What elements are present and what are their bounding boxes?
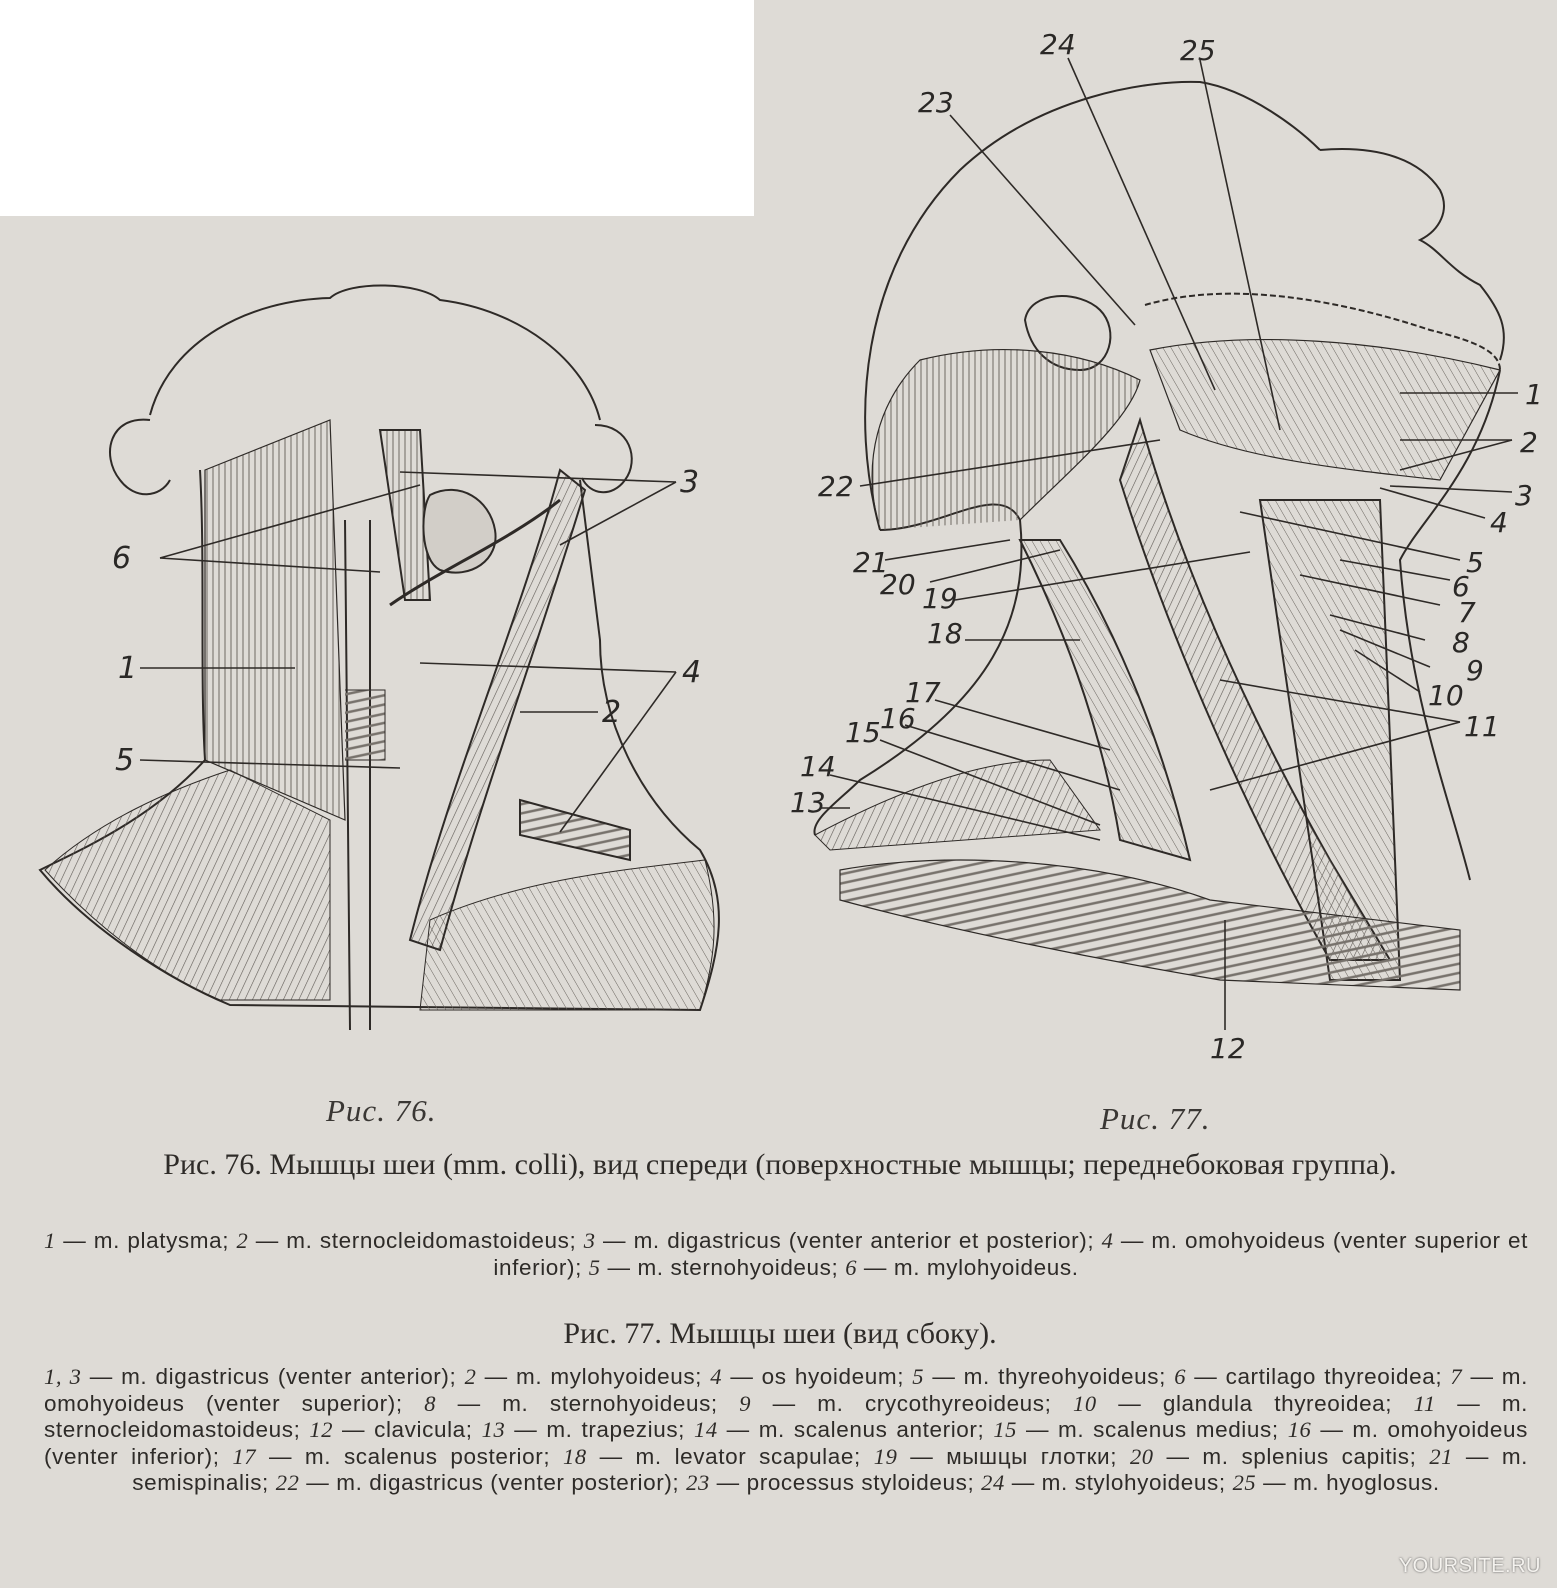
- legend-text: — m. stylohyoideus;: [1004, 1470, 1233, 1495]
- label-77-1: 1: [1525, 378, 1543, 411]
- legend-text: — m. omohyoideus (venter superior et inferior);: [493, 1228, 1528, 1280]
- legend-text: — m. mylohyoideus.: [857, 1254, 1079, 1280]
- legend-text: — m. digastricus (venter anterior et posterior);: [595, 1228, 1102, 1253]
- figure-77-title: Рис. 77. Мышцы шеи (вид сбоку).: [563, 1317, 997, 1350]
- legend-entry: [482, 1417, 694, 1442]
- label-77-17: 17: [905, 676, 941, 709]
- legend-number: 22: [275, 1470, 300, 1495]
- legend-text: — cartilago thyreoidea;: [1186, 1364, 1451, 1389]
- legend-entry: [309, 1417, 481, 1442]
- label-76-3: 3: [680, 465, 700, 500]
- legend-entry: [845, 1255, 1078, 1280]
- label-77-18: 18: [927, 617, 963, 650]
- legend-entry: [1174, 1364, 1450, 1389]
- legend-entry: [1130, 1444, 1429, 1469]
- legend-number: 3: [583, 1228, 596, 1253]
- legend-entry: [694, 1417, 993, 1442]
- legend-text: — clavicula;: [333, 1417, 482, 1442]
- legend-entry: [710, 1364, 912, 1389]
- figure-76-short-caption: Рис. 76.: [326, 1093, 437, 1128]
- legend-text: — m. omohyoideus (venter inferior);: [44, 1417, 1528, 1469]
- figure-76-drawing: [40, 285, 719, 1030]
- label-77-11: 11: [1464, 710, 1500, 743]
- label-77-4: 4: [1490, 506, 1508, 539]
- legend-number: 19: [873, 1443, 898, 1469]
- legend-number: 15: [993, 1417, 1018, 1442]
- label-76-6: 6: [112, 541, 132, 576]
- legend-entry: [874, 1444, 1130, 1469]
- legend-text: — m. mylohyoideus;: [476, 1364, 711, 1389]
- legend-text: — glandula thyreoidea;: [1096, 1390, 1414, 1416]
- legend-entry: [237, 1228, 584, 1253]
- legend-number: 1: [44, 1228, 56, 1253]
- legend-text: — m. digastricus (venter anterior);: [81, 1364, 465, 1389]
- label-76-5: 5: [115, 743, 135, 778]
- label-77-12: 12: [1210, 1032, 1246, 1065]
- legend-number: 9: [739, 1390, 752, 1416]
- legend-entry: [1073, 1391, 1414, 1416]
- legend-number: 5: [912, 1364, 925, 1389]
- label-77-3: 3: [1515, 479, 1533, 512]
- legend-number: 24: [981, 1470, 1005, 1495]
- legend-entry: [1233, 1470, 1440, 1495]
- label-77-16: 16: [880, 702, 916, 735]
- legend-number: 1, 3: [44, 1364, 82, 1389]
- legend-text: — мышцы глотки;: [897, 1443, 1130, 1469]
- legend-entry: [44, 1364, 465, 1389]
- legend-number: 6: [845, 1254, 858, 1280]
- label-76-1: 1: [118, 651, 138, 686]
- label-77-22: 22: [818, 470, 854, 503]
- figure-77-drawing: [814, 82, 1503, 990]
- label-77-6: 6: [1452, 570, 1470, 603]
- figure-77-short-caption: Рис. 77.: [1100, 1101, 1211, 1136]
- figure-76-title: Рис. 76. Мышцы шеи (mm. colli), вид спереди (поверхностные мышцы; переднебоковая группа).: [163, 1148, 1397, 1181]
- legend-number: 7: [1450, 1364, 1463, 1389]
- legend-text: — m. digastricus (venter posterior);: [299, 1470, 687, 1495]
- label-77-9: 9: [1466, 654, 1484, 687]
- legend-text: — m. omohyoideus (venter superior);: [44, 1364, 1529, 1416]
- legend-number: 25: [1232, 1470, 1257, 1495]
- label-77-19: 19: [922, 582, 958, 615]
- figure-76-legend: [44, 1228, 1528, 1281]
- legend-text: — m. thyreohyoideus;: [924, 1364, 1175, 1389]
- legend-entry: [993, 1417, 1287, 1442]
- legend-entry: [739, 1391, 1073, 1416]
- legend-text: — m. scalenus medius;: [1017, 1417, 1288, 1442]
- legend-text: — m. trapezius;: [505, 1417, 694, 1442]
- legend-text: — m. scalenus anterior;: [717, 1417, 994, 1442]
- legend-text: — m. sternohyoideus;: [436, 1390, 740, 1416]
- legend-entry: [424, 1391, 739, 1416]
- legend-text: — m. semispinalis;: [132, 1443, 1529, 1495]
- watermark: YOURSITE.RU: [1398, 1555, 1541, 1577]
- legend-entry: [232, 1444, 563, 1469]
- label-77-20: 20: [880, 568, 916, 601]
- legend-number: 12: [309, 1417, 334, 1442]
- legend-number: 2: [236, 1228, 249, 1253]
- legend-number: 23: [686, 1470, 710, 1495]
- legend-entry: [686, 1470, 981, 1495]
- legend-text: — m. hyoglosus.: [1256, 1470, 1440, 1495]
- legend-text: — m. sternocleidomastoideus;: [44, 1390, 1529, 1442]
- label-77-14: 14: [800, 750, 836, 783]
- figure-77-legend: [44, 1364, 1528, 1497]
- label-77-8: 8: [1452, 626, 1470, 659]
- label-77-15: 15: [845, 716, 881, 749]
- legend-entry: [912, 1364, 1174, 1389]
- legend-text: — m. levator scapulae;: [586, 1443, 874, 1469]
- label-77-13: 13: [790, 786, 826, 819]
- label-77-21: 21: [853, 546, 889, 579]
- legend-number: 4: [710, 1364, 723, 1389]
- label-77-5: 5: [1466, 546, 1484, 579]
- label-76-2: 2: [602, 695, 622, 730]
- legend-text: — processus styloideus;: [709, 1470, 982, 1495]
- legend-entry: [276, 1470, 686, 1495]
- legend-number: 5: [588, 1254, 601, 1280]
- legend-entry: [465, 1364, 711, 1389]
- label-77-23: 23: [918, 86, 954, 119]
- legend-number: 16: [1287, 1417, 1312, 1442]
- legend-number: 6: [1174, 1364, 1187, 1389]
- legend-text: — m. sternocleidomastoideus;: [248, 1228, 584, 1253]
- label-77-2: 2: [1520, 426, 1538, 459]
- legend-number: 18: [563, 1443, 587, 1469]
- legend-text: — m. sternohyoideus;: [600, 1254, 846, 1280]
- legend-number: 17: [232, 1443, 257, 1469]
- legend-text: — m. splenius capitis;: [1153, 1443, 1430, 1469]
- legend-text: — os hyoideum;: [722, 1364, 913, 1389]
- legend-number: 13: [481, 1417, 506, 1442]
- legend-number: 4: [1101, 1228, 1114, 1253]
- legend-number: 14: [693, 1417, 718, 1442]
- legend-number: 20: [1129, 1443, 1154, 1469]
- label-77-25: 25: [1180, 34, 1216, 67]
- legend-entry: [563, 1444, 874, 1469]
- label-76-4: 4: [682, 655, 702, 690]
- legend-number: 2: [464, 1364, 477, 1389]
- legend-entry: [981, 1470, 1232, 1495]
- legend-number: 8: [424, 1390, 437, 1416]
- legend-number: 21: [1429, 1443, 1454, 1469]
- legend-entry: [44, 1228, 237, 1253]
- legend-entry: [584, 1228, 1102, 1253]
- label-77-24: 24: [1040, 28, 1076, 61]
- legend-entry: [589, 1255, 845, 1280]
- legend-text: — m. platysma;: [55, 1228, 237, 1253]
- legend-text: — m. scalenus posterior;: [256, 1443, 564, 1469]
- legend-number: 11: [1413, 1390, 1436, 1416]
- legend-number: 10: [1073, 1390, 1097, 1416]
- legend-text: — m. crycothyreoideus;: [751, 1390, 1074, 1416]
- label-77-10: 10: [1428, 679, 1464, 712]
- label-77-7: 7: [1458, 596, 1476, 629]
